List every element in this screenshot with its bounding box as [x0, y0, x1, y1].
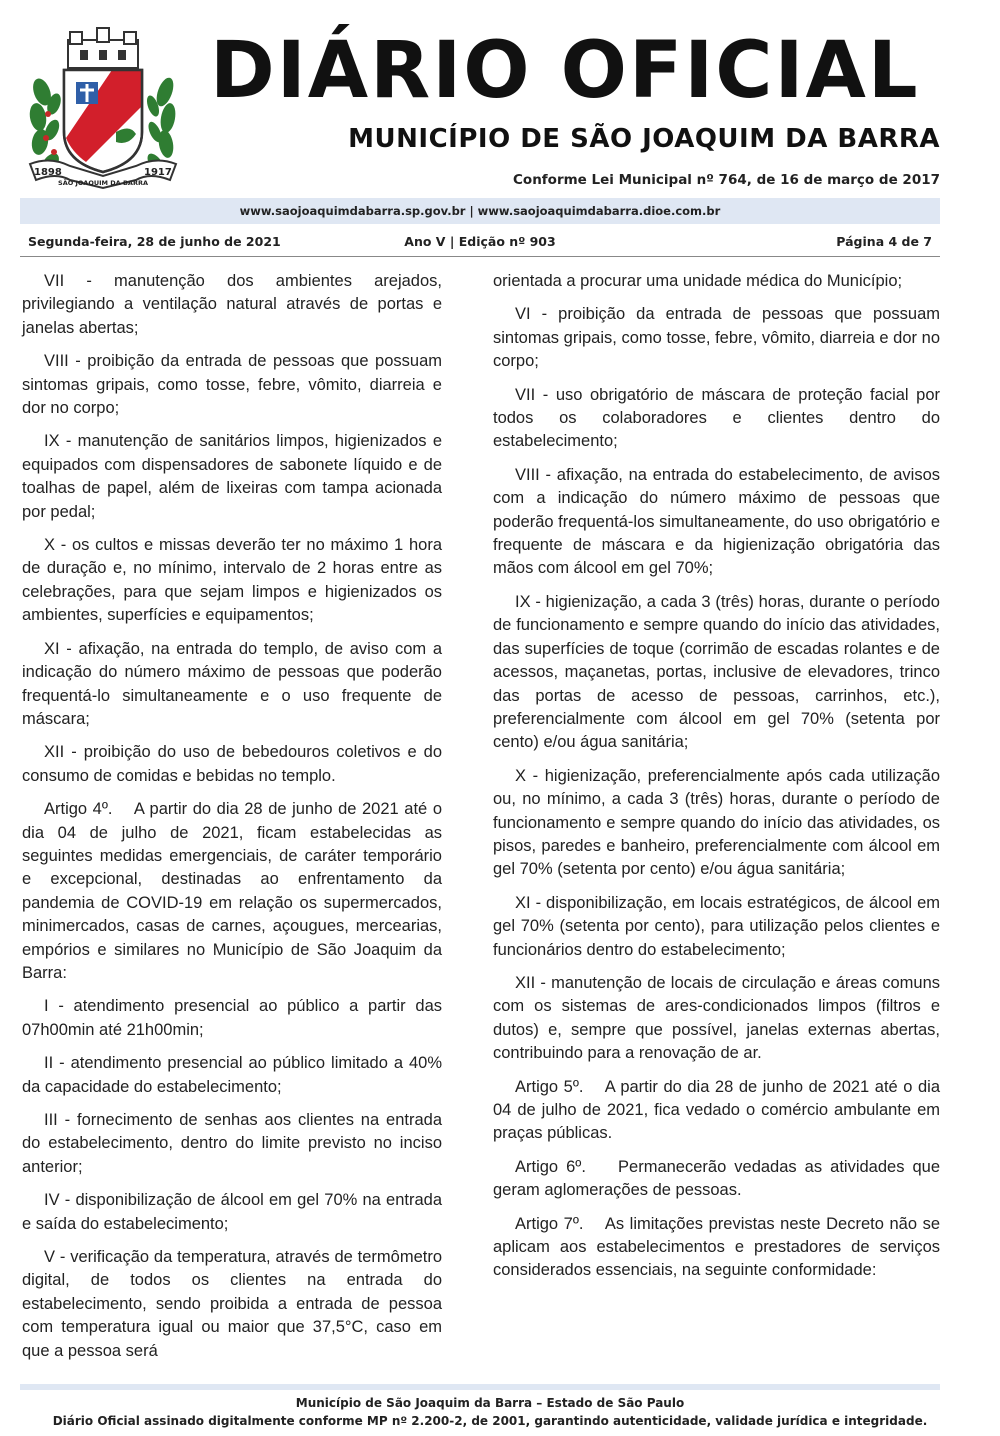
paragraph: VIII - proibição da entrada de pessoas que possuam sintomas gripais, como tosse, febre, vômito, diarreia e dor no corpo; — [22, 352, 442, 418]
crest-motto: SÃO JOAQUIM DA BARRA — [58, 179, 148, 187]
issue-edition: Ano V | Edição nº 903 — [404, 234, 556, 249]
crest-year-left: 1898 — [34, 167, 62, 178]
paragraph: XI - afixação, na entrada do templo, de aviso com a indicação do número máximo de pessoas que poderão frequentá-lo simultaneamente e o uso frequente de máscara; — [22, 639, 442, 728]
paragraph: orientada a procurar uma unidade médica do Município; — [493, 272, 903, 290]
crest-year-right: 1917 — [144, 167, 172, 178]
page-number: Página 4 de 7 — [836, 234, 932, 249]
footer-bar — [20, 1384, 940, 1390]
header-divider — [20, 256, 940, 257]
law-reference: Conforme Lei Municipal nº 764, de 16 de março de 2017 — [513, 172, 940, 188]
footer-municipality: Município de São Joaquim da Barra – Estado de São Paulo — [295, 1396, 685, 1410]
municipality-name: MUNICÍPIO DE SÃO JOAQUIM DA BARRA — [348, 124, 940, 154]
page-title: DIÁRIO OFICIAL — [210, 26, 920, 116]
paragraph: VII - uso obrigatório de máscara de proteção facial por todos os colaboradores e clientes dentro do estabelecimento; — [493, 385, 940, 451]
paragraph: V - verificação da temperatura, através de termômetro digital, de todos os clientes na entrada do estabelecimento, sendo proibida a entrada de pessoa com temperatura igual ou maior que 37,5°C, caso em que a pessoa será — [22, 1248, 442, 1360]
paragraph: XII - manutenção de locais de circulação e áreas comuns com os sistemas de ares-condicionados limpos (filtros e dutos) e, sempre que possível, janelas externas abertas, contribuindo para a renovação de ar. — [493, 973, 940, 1063]
paragraph: Artigo 5º. A partir do dia 28 de junho de 2021 até o dia 04 de julho de 2021, fica vedado o comércio ambulante em praças públicas. — [493, 1077, 945, 1143]
paragraph: I - atendimento presencial ao público a partir das 07h00min até 21h00min; — [22, 997, 442, 1039]
paragraph: VII - manutenção dos ambientes arejados, privilegiando a ventilação natural através de portas e janelas abertas; — [22, 272, 442, 337]
paragraph: II - atendimento presencial ao público limitado a 40% da capacidade do estabelecimento; — [22, 1054, 442, 1096]
paragraph: VIII - afixação, na entrada do estabelecimento, de avisos com a indicação do número máximo de pessoas que poderão frequentá-los simultaneamente, do uso obrigatório e frequente de máscara e da higienização obrigatória das mãos com álcool em gel 70%; — [493, 465, 940, 578]
issue-date: Segunda-feira, 28 de junho de 2021 — [28, 234, 281, 249]
paragraph: XI - disponibilização, em locais estratégicos, de álcool em gel 70% (setenta por cento), para utilização pelos clientes e funcionários dentro do estabelecimento; — [493, 893, 940, 959]
issue-info-bar — [28, 232, 932, 252]
paragraph: X - higienização, preferencialmente após cada utilização ou, no mínimo, a cada 3 (três) horas, durante o período de funcionamento e sempre quando do início das atividades, os pisos, paredes e banheiro, preferencialmente com álcool em gel 70% (setenta por cento) e/ou água sanitária; — [493, 766, 940, 879]
paragraph: Artigo 7º. As limitações previstas neste Decreto não se aplicam aos estabelecimentos e prestadores de serviços considerados essenciais, na seguinte conformidade: — [493, 1214, 945, 1280]
paragraph: IX - higienização, a cada 3 (três) horas, durante o período de funcionamento e sempre quando do início das atividades, das superfícies de toque (corrimão de escadas rolantes e de acessos, maçanetas, portas, inclusive de elevadores, trinco das portas de acesso de pessoas, carrinhos, etc.), preferencialmente com álcool em gel 70% (setenta por cento) e/ou água sanitária; — [493, 592, 940, 752]
left-column — [22, 270, 447, 1373]
paragraph: Artigo 4º. A partir do dia 28 de junho de 2021 até o dia 04 de julho de 2021, ficam estabelecidas as seguintes medidas emergenciais, de caráter temporário e excepcional, destinadas ao enfrentamento da pandemia de COVID-19 em relação os supermercados, minimercados, casas de carnes, açougues, mercearias, empórios e similares no Município de São Joaquim da Barra: — [22, 800, 447, 982]
municipal-crest-icon — [20, 22, 185, 190]
paragraph: Artigo 6º. Permanecerão vedadas as atividades que geram aglomerações de pessoas. — [493, 1157, 945, 1200]
paragraph: X - os cultos e missas deverão ter no máximo 1 hora de duração e, no mínimo, intervalo de 2 horas entre as celebrações, para que sejam limpos e higienizados os ambientes, superfícies e equipamentos; — [22, 536, 442, 625]
paragraph: IX - manutenção de sanitários limpos, higienizados e equipados com dispensadores de sabonete líquido e de toalhas de papel, além de lixeiras com tampa acionada por pedal; — [22, 432, 442, 521]
paragraph: III - fornecimento de senhas aos clientes na entrada do estabelecimento, dentro do limite previsto no inciso anterior; — [22, 1111, 442, 1176]
masthead — [0, 0, 1000, 260]
url-bar: www.saojoaquimdabarra.sp.gov.br | www.saojoaquimdabarra.dioe.com.br — [20, 198, 940, 224]
paragraph: VI - proibição da entrada de pessoas que possuam sintomas gripais, como tosse, febre, vômito, diarreia e dor no corpo; — [493, 305, 940, 371]
paragraph: XII - proibição do uso de bebedouros coletivos e do consumo de comidas e bebidas no templo. — [22, 743, 442, 785]
footer-signature-note: Diário Oficial assinado digitalmente conforme MP nº 2.200-2, de 2001, garantindo autenticidade, validade jurídica e integridade. — [52, 1414, 928, 1428]
paragraph: IV - disponibilização de álcool em gel 70% na entrada e saída do estabelecimento; — [22, 1191, 442, 1233]
right-column — [493, 270, 945, 1293]
